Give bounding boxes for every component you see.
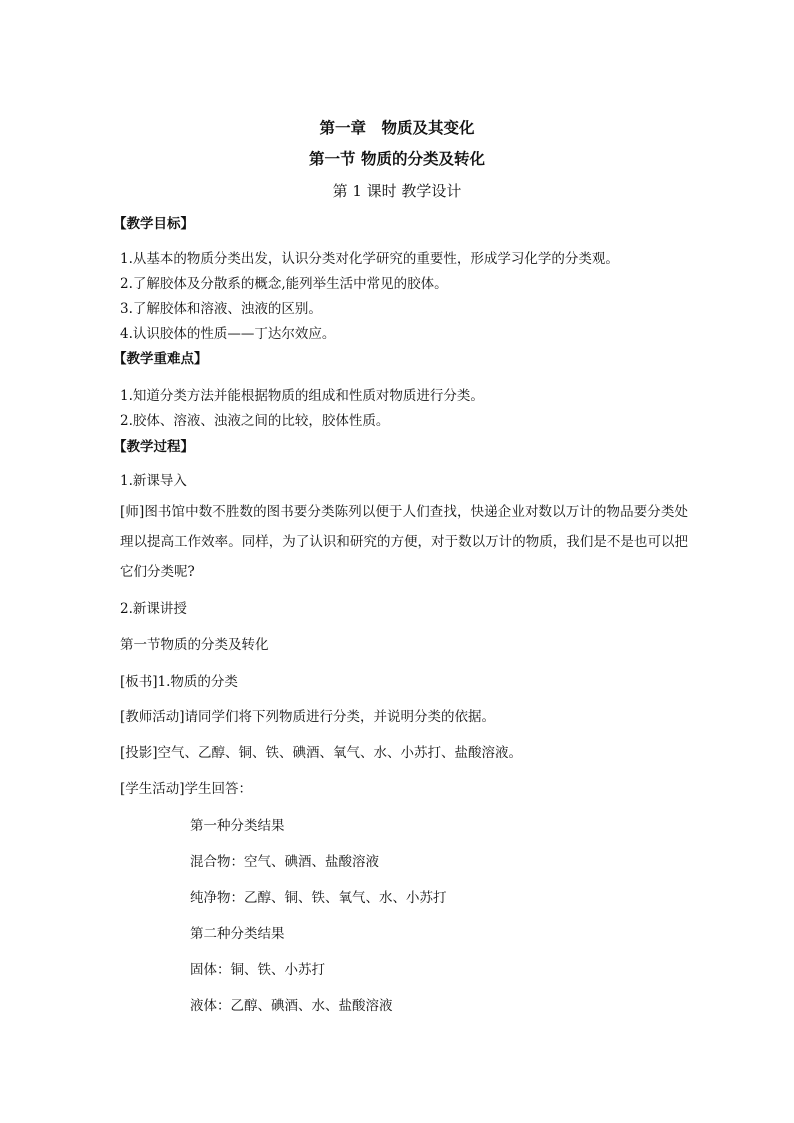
result-line-4: 第二种分类结果 [190, 926, 285, 942]
chapter-title: 第一章 物质及其变化 [319, 118, 475, 137]
objectives-heading: 【教学目标】 [113, 216, 194, 232]
lesson-title: 第 1 课时 教学设计 [332, 182, 462, 200]
objective-item-1: 1.从基本的物质分类出发，认识分类对化学研究的重要性，形成学习化学的分类观。 [120, 251, 619, 267]
process-heading: 【教学过程】 [113, 439, 194, 455]
board-note: [板书]1.物质的分类 [120, 674, 238, 690]
projection: [投影]空气、乙醇、铜、铁、碘酒、氧气、水、小苏打、盐酸溶液。 [120, 745, 523, 761]
objective-item-3: 3.了解胶体和溶液、浊液的区别。 [120, 301, 322, 317]
result-line-1: 第一种分类结果 [190, 818, 285, 834]
result-line-2: 混合物：空气、碘酒、盐酸溶液 [190, 854, 379, 870]
intro-paragraph: [师]图书馆中数不胜数的图书要分类陈列以便于人们查找，快递企业对数以万计的物品要分类处理以提高工作效率。同样，为了认识和研究的方便，对于数以万计的物质，我们是不是也可以把它们分类呢? [120, 504, 688, 580]
key-point-item-2: 2.胶体、溶液、浊液之间的比较，胶体性质。 [120, 413, 390, 429]
key-point-item-1: 1.知道分类方法并能根据物质的组成和性质对物质进行分类。 [120, 388, 484, 404]
objective-item-4: 4.认识胶体的性质——丁达尔效应。 [120, 326, 336, 342]
key-points-heading: 【教学重难点】 [113, 351, 208, 367]
result-line-5: 固体：铜、铁、小苏打 [190, 962, 325, 978]
student-activity: [学生活动]学生回答： [120, 781, 253, 797]
objective-item-2: 2.了解胶体及分散系的概念,能列举生活中常见的胶体。 [120, 276, 448, 292]
result-line-3: 纯净物：乙醇、铜、铁、氧气、水、小苏打 [190, 890, 447, 906]
lesson-topic: 第一节物质的分类及转化 [120, 637, 269, 653]
section-title: 第一节 物质的分类及转化 [309, 149, 485, 168]
result-line-6: 液体：乙醇、碘酒、水、盐酸溶液 [190, 998, 393, 1014]
intro-label: 1.新课导入 [120, 473, 187, 489]
teacher-activity: [教师活动]请同学们将下列物质进行分类，并说明分类的依据。 [120, 709, 496, 725]
new-lesson-label: 2.新课讲授 [120, 601, 187, 617]
